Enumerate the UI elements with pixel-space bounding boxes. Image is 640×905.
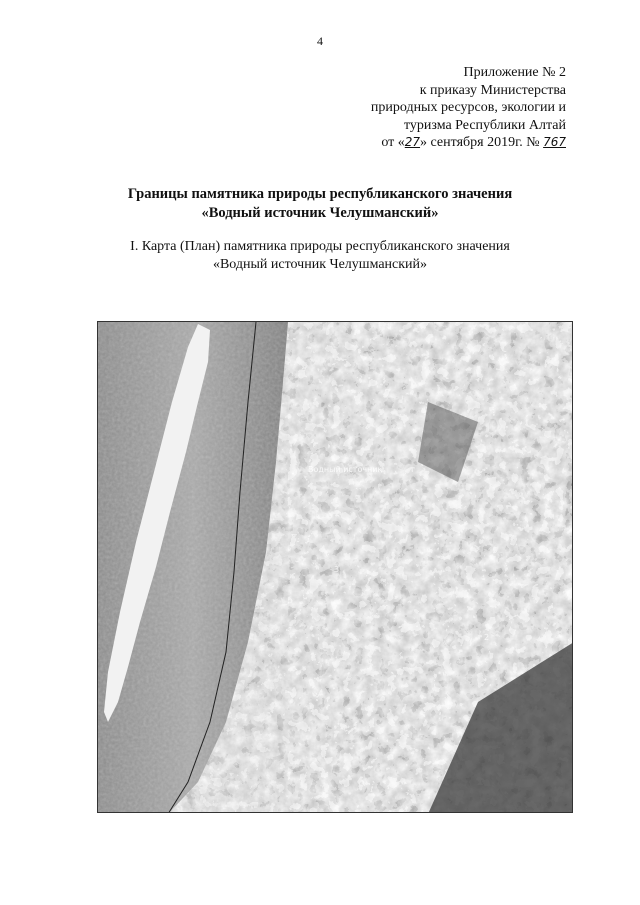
appendix-line-2: к приказу Министерства <box>419 82 566 98</box>
appendix-date-line <box>306 134 566 152</box>
map-label-right: 2 <box>484 633 490 642</box>
date-day-handwritten: 27 <box>404 135 421 149</box>
document-title <box>0 185 640 223</box>
title-line-1: Границы памятника природы республиканского значения <box>127 186 513 202</box>
appendix-line-1: Приложение № 2 <box>463 65 566 80</box>
subtitle-line-2: «Водный источник Челушманский» <box>212 257 428 272</box>
map-svg <box>98 322 573 813</box>
map-label-top: Водный источник <box>308 465 383 474</box>
section-heading <box>0 238 640 274</box>
map-label-mid: 3 <box>334 565 340 574</box>
satellite-map-image <box>97 321 573 813</box>
subtitle-line-1: I. Карта (План) памятника природы республиканского значения <box>130 239 510 254</box>
date-prefix: от « <box>381 135 405 150</box>
page-number: 4 <box>317 34 323 48</box>
date-middle: » сентября 2019г. № <box>420 135 544 150</box>
order-number-handwritten: 767 <box>543 135 566 149</box>
appendix-line-3: природных ресурсов, экологии и <box>370 100 566 115</box>
appendix-line-4: туризма Республики Алтай <box>403 117 566 133</box>
title-line-2: «Водный источник Челушманский» <box>201 205 439 221</box>
appendix-header <box>306 64 566 152</box>
